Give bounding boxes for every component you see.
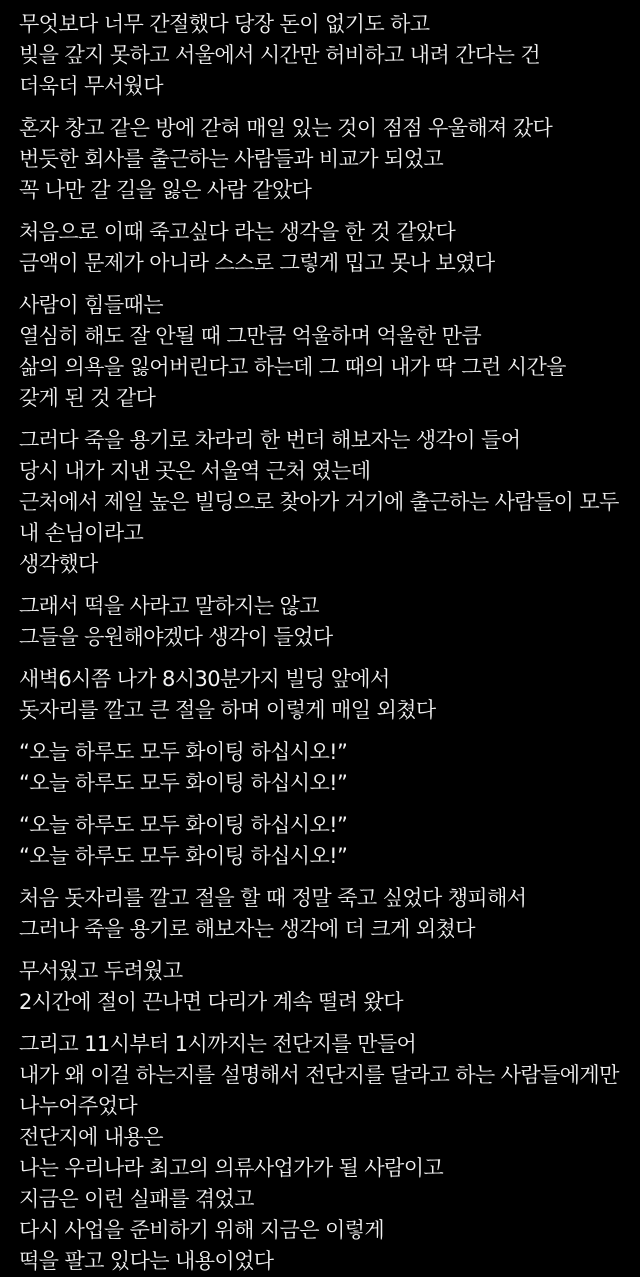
text-line: “오늘 하루도 모두 화이팅 하십시오!” xyxy=(19,771,348,795)
text-line: “오늘 하루도 모두 화이팅 하십시오!” xyxy=(19,740,348,764)
text-line: 그러나 죽을 용기로 해보자는 생각에 더 크게 외쳤다 xyxy=(19,917,475,941)
text-line: 떡을 팔고 있다는 내용이었다 xyxy=(19,1249,274,1273)
paragraph xyxy=(19,9,620,102)
paragraph xyxy=(19,217,620,279)
text-line: 그래서 떡을 사라고 말하지는 않고 xyxy=(19,594,319,618)
text-line: 처음 돗자리를 깔고 절을 할 때 정말 죽고 싶었다 챙피해서 xyxy=(19,886,527,910)
text-line: 금액이 문제가 아니라 스스로 그렇게 밉고 못나 보였다 xyxy=(19,251,495,275)
paragraph xyxy=(19,425,620,580)
text-line: “오늘 하루도 모두 화이팅 하십시오!” xyxy=(19,844,348,868)
text-line: 당시 내가 지낸 곳은 서울역 근처 였는데 xyxy=(19,459,371,483)
paragraph xyxy=(19,810,620,872)
paragraph xyxy=(19,290,620,414)
paragraph xyxy=(19,664,620,726)
text-line: 나는 우리나라 최고의 의류사업가가 될 사람이고 xyxy=(19,1156,444,1180)
text-line: 갖게 된 것 같다 xyxy=(19,386,156,410)
text-line: 나누어주었다 xyxy=(19,1094,138,1118)
paragraph xyxy=(19,113,620,206)
text-line: 꼭 나만 갈 길을 잃은 사람 같았다 xyxy=(19,178,312,202)
text-line: 혼자 창고 같은 방에 갇혀 매일 있는 것이 점점 우울해져 갔다 xyxy=(19,116,553,140)
text-line: 내 손님이라고 xyxy=(19,521,144,545)
text-line: 그리고 11시부터 1시까지는 전단지를 만들어 xyxy=(19,1032,417,1056)
text-line: 그러다 죽을 용기로 차라리 한 번더 해보자는 생각이 들어 xyxy=(19,428,521,452)
text-line: 그들을 응원해야겠다 생각이 들었다 xyxy=(19,625,333,649)
paragraph xyxy=(19,883,620,945)
text-line: 무엇보다 너무 간절했다 당장 돈이 없기도 하고 xyxy=(19,12,430,36)
text-line: 근처에서 제일 높은 빌딩으로 찾아가 거기에 출근하는 사람들이 모두 xyxy=(19,490,619,514)
text-line: 생각했다 xyxy=(19,552,98,576)
text-line: 돗자리를 깔고 큰 절을 하며 이렇게 매일 외쳤다 xyxy=(19,698,436,722)
paragraph xyxy=(19,591,620,653)
text-line: 2시간에 절이 끈나면 다리가 계속 떨려 왔다 xyxy=(19,990,403,1014)
text-line: “오늘 하루도 모두 화이팅 하십시오!” xyxy=(19,813,348,837)
paragraph xyxy=(19,737,620,799)
paragraph xyxy=(19,956,620,1018)
text-line: 다시 사업을 준비하기 위해 지금은 이렇게 xyxy=(19,1218,385,1242)
text-line: 빚을 갚지 못하고 서울에서 시간만 허비하고 내려 간다는 건 xyxy=(19,43,541,67)
text-line: 처음으로 이때 죽고싶다 라는 생각을 한 것 같았다 xyxy=(19,220,456,244)
text-line: 삶의 의욕을 잃어버린다고 하는데 그 때의 내가 딱 그런 시간을 xyxy=(19,355,566,379)
text-line: 전단지에 내용은 xyxy=(19,1125,163,1149)
text-line: 내가 왜 이걸 하는지를 설명해서 전단지를 달라고 하는 사람들에게만 xyxy=(19,1063,619,1087)
text-line: 새벽6시쯤 나가 8시30분가지 빌딩 앞에서 xyxy=(19,667,390,691)
text-line: 더욱더 무서웠다 xyxy=(19,74,163,98)
text-line: 무서웠고 두려웠고 xyxy=(19,959,183,983)
text-line: 열심히 해도 잘 안될 때 그만큼 억울하며 억울한 만큼 xyxy=(19,324,482,348)
text-line: 번듯한 회사를 출근하는 사람들과 비교가 되었고 xyxy=(19,147,444,171)
text-line: 지금은 이런 실패를 겪었고 xyxy=(19,1187,254,1211)
text-line: 사람이 힘들때는 xyxy=(19,293,163,317)
paragraph xyxy=(19,1029,620,1277)
